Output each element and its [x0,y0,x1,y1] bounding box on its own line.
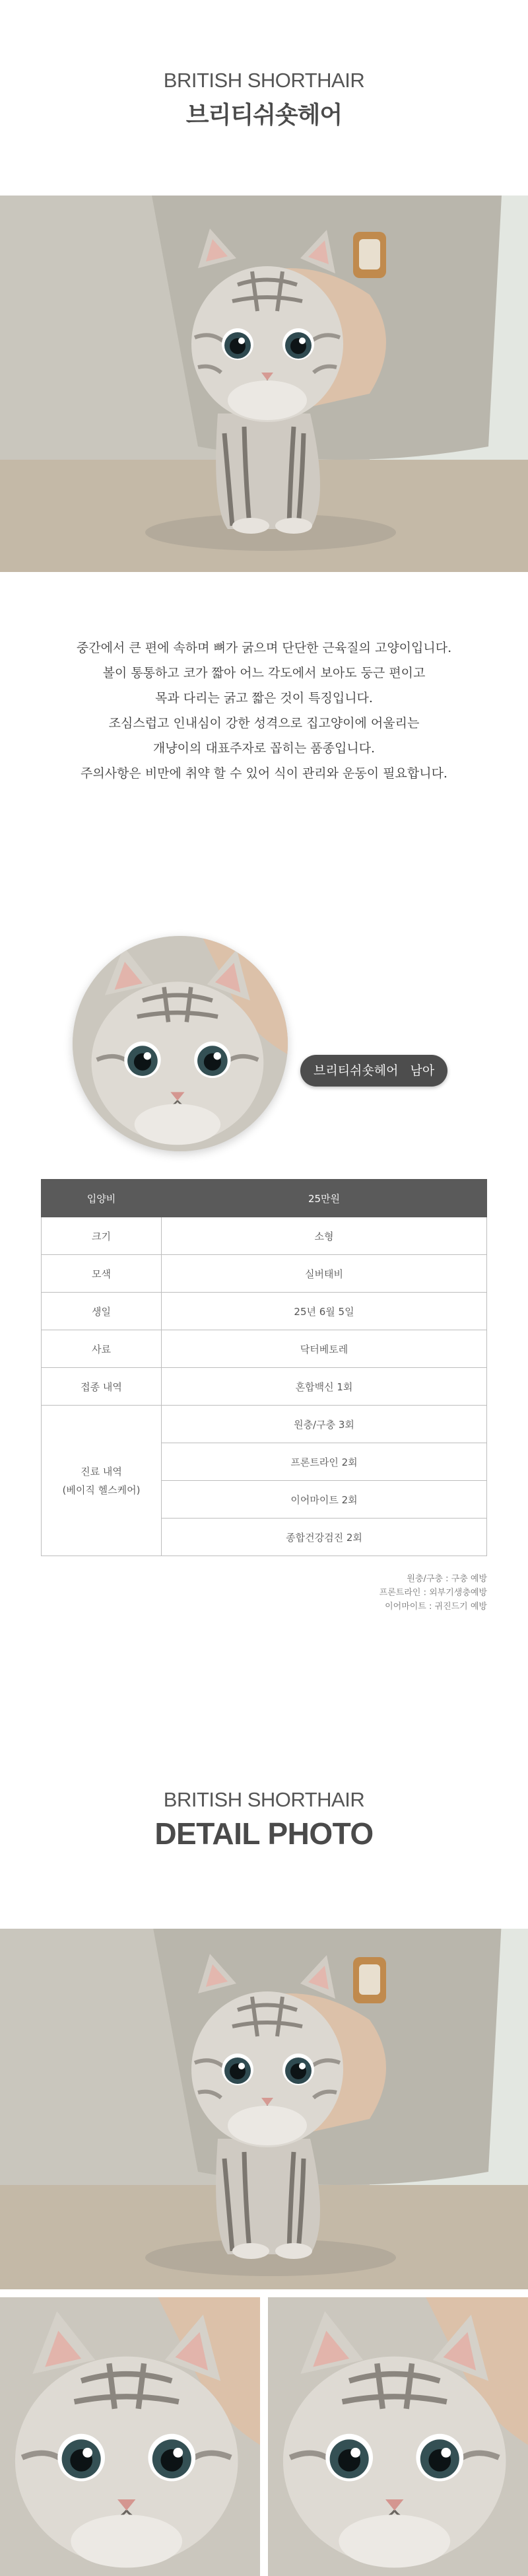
detail-eyebrow: BRITISH SHORTHAIR [163,1788,365,1811]
row-value: 소형 [162,1217,487,1255]
detail-photo-header [0,1788,528,1851]
footnote: 원충/구충 : 구충 예방 [407,1574,487,1584]
table-row [42,1255,487,1293]
care-label-main: 진료 내역 [81,1465,122,1478]
kitten-profile-photo [73,936,288,1151]
table-row [42,1293,487,1330]
care-label-sub: (베이직 헬스케어) [62,1484,141,1496]
kitten-name-badge [300,1055,447,1087]
table-row [42,1330,487,1368]
row-value: 실버태비 [162,1255,487,1293]
badge-sex: 남아 [410,1063,435,1078]
description-line: 주의사항은 비만에 취약 할 수 있어 식이 관리와 운동이 필요합니다. [81,766,447,781]
care-footnotes [380,1572,487,1614]
detail-kitten-photo-left [0,2297,260,2576]
kitten-info-table [41,1179,487,1556]
adoption-fee-label: 입양비 [42,1180,162,1217]
row-label: 모색 [42,1255,162,1293]
breed-eyebrow: BRITISH SHORTHAIR [163,69,365,92]
description-line: 목과 다리는 굵고 짧은 것이 특징입니다. [155,691,373,705]
table-row [42,1368,487,1406]
row-label: 사료 [42,1330,162,1368]
table-header-row [42,1180,487,1217]
description-line: 볼이 통통하고 코가 짧아 어느 각도에서 보아도 둥근 편이고 [102,666,426,680]
detail-kitten-photo-large [0,1929,528,2289]
hero-kitten-photo [0,196,528,572]
care-item: 프론트라인 2회 [162,1443,487,1481]
row-value: 혼합백신 1회 [162,1368,487,1406]
breed-description [0,635,528,786]
detail-kitten-photo-right [268,2297,528,2576]
care-item: 종합건강검진 2회 [162,1519,487,1556]
row-label: 접종 내역 [42,1368,162,1406]
row-value: 25년 6월 5일 [162,1293,487,1330]
badge-breed: 브리티쉬숏헤어 [314,1063,399,1078]
footnote: 프론트라인 : 외부기생충예방 [379,1588,487,1598]
row-label: 크기 [42,1217,162,1255]
description-line: 중간에서 큰 편에 속하며 뼈가 굵으며 단단한 근육질의 고양이입니다. [76,641,452,655]
adoption-fee-value: 25만원 [162,1180,487,1217]
row-label: 생일 [42,1293,162,1330]
detail-title: DETAIL PHOTO [154,1816,374,1851]
description-line: 조심스럽고 인내심이 강한 성격으로 집고양이에 어울리는 [108,716,420,731]
description-line: 개냥이의 대표주자로 꼽히는 품종입니다. [152,741,376,756]
care-item: 원충/구충 3회 [162,1406,487,1443]
care-item: 이어마이트 2회 [162,1481,487,1519]
row-value: 닥터베토레 [162,1330,487,1368]
intro-header [0,69,528,130]
table-row [42,1406,487,1443]
breed-title: 브리티쉬숏헤어 [185,102,343,129]
footnote: 이어마이트 : 귀진드기 예방 [385,1602,487,1612]
care-history-label [42,1406,162,1556]
table-row [42,1217,487,1255]
